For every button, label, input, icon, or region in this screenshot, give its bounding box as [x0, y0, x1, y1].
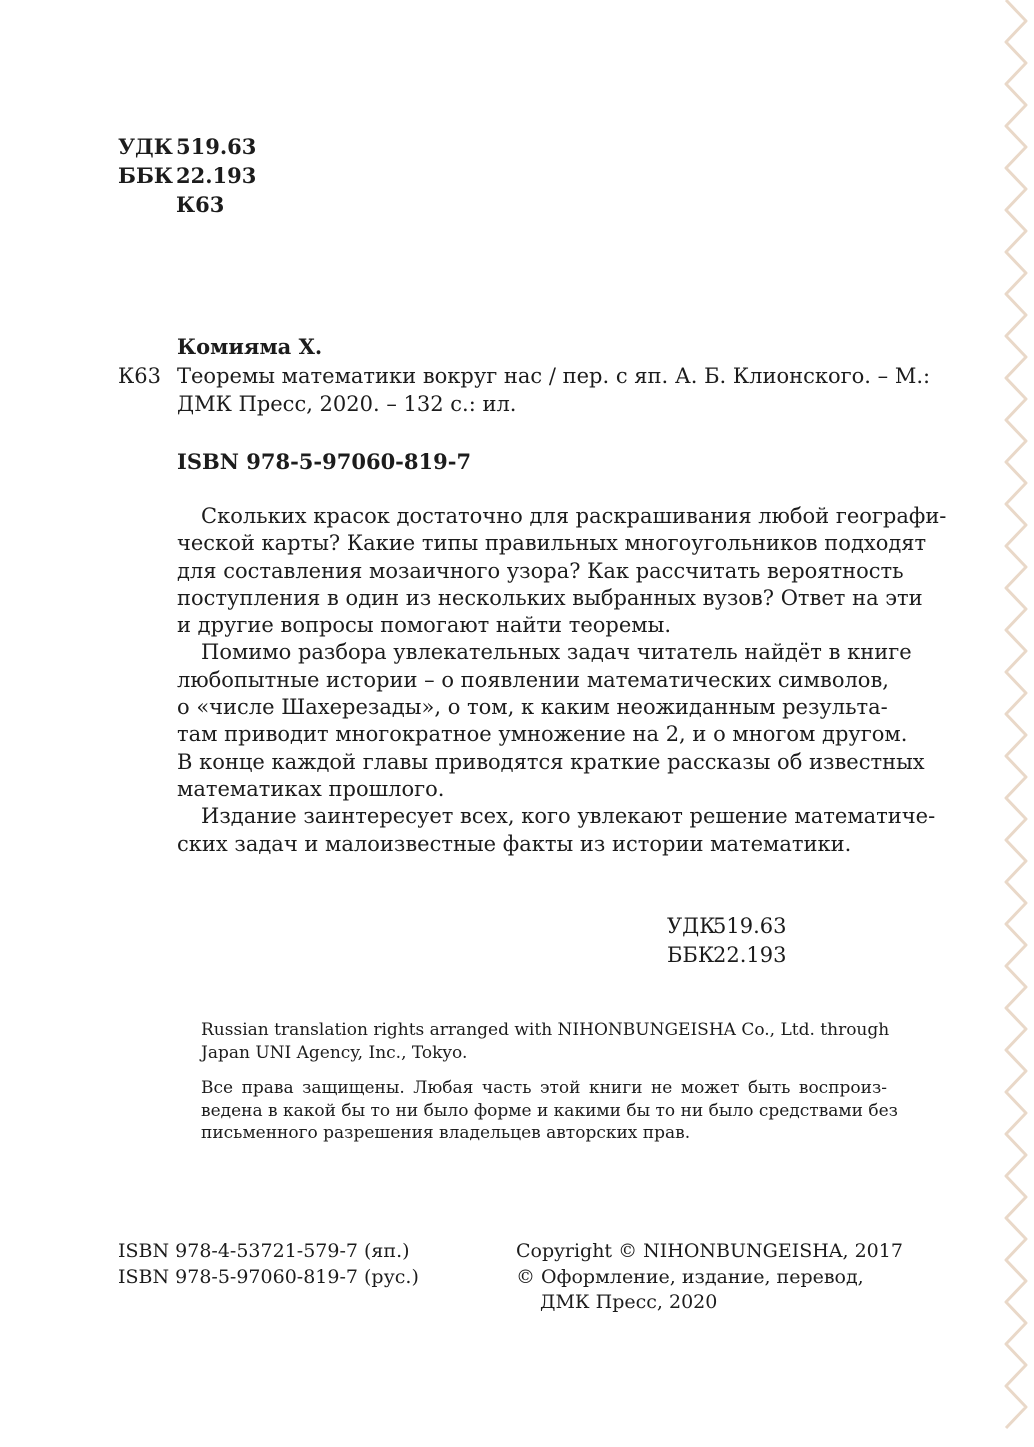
- bbk-row: [118, 161, 256, 190]
- rights-line: письменного разрешения владельцев авторских прав.: [201, 1123, 691, 1143]
- copyright-publisher: ДМК Пресс, 2020: [540, 1291, 718, 1313]
- bottom-bbk-value: 22.193: [713, 943, 787, 967]
- author-mark: К63: [176, 192, 225, 217]
- bottom-udk-value: 519.63: [713, 914, 787, 938]
- biblio-line: Теоремы математики вокруг нас / пер. с яп. А. Б. Клионского. – М.:: [177, 364, 931, 388]
- biblio-line: ДМК Пресс, 2020. – 132 с.: ил.: [177, 392, 517, 416]
- zigzag-border-ornament: [988, 0, 1034, 1447]
- isbn-japanese: ISBN 978-4-53721-579-7 (яп.): [118, 1240, 410, 1262]
- copyright-block: [516, 1239, 903, 1316]
- bottom-classification: [667, 912, 786, 970]
- rights-reserved: [201, 1077, 898, 1145]
- udk-row: [118, 132, 256, 161]
- author-mark-row: [118, 190, 256, 219]
- isbn-list: [118, 1239, 419, 1290]
- copyright-original: Copyright © NIHONBUNGEISHA, 2017: [516, 1240, 903, 1262]
- author-name: Комияма Х.: [177, 334, 323, 359]
- copyright-design: © Оформление, издание, перевод,: [516, 1265, 864, 1288]
- abstract-line: там приводит многократное умножение на 2, и о многом другом.: [177, 722, 908, 747]
- rights-line: Все права защищены. Любая часть этой книги не может быть воспроиз-: [201, 1078, 887, 1098]
- main-isbn: ISBN 978-5-97060-819-7: [177, 449, 472, 474]
- abstract-line: и другие вопросы помогают найти теоремы.: [177, 613, 672, 638]
- author-code: К63: [118, 364, 161, 388]
- udk-value: 519.63: [176, 134, 257, 159]
- abstract-line: любопытные истории – о появлении математических символов,: [177, 667, 889, 692]
- abstract-line: Издание заинтересует всех, кого увлекают решение математиче-: [201, 804, 936, 829]
- bottom-udk-label: УДК: [667, 914, 716, 938]
- bibliographic-description: [177, 362, 931, 418]
- isbn-russian: ISBN 978-5-97060-819-7 (рус.): [118, 1265, 419, 1288]
- abstract: [177, 503, 947, 858]
- abstract-line: ских задач и малоизвестные факты из истории математики.: [177, 831, 852, 856]
- abstract-line: В конце каждой главы приводятся краткие рассказы об известных: [177, 749, 925, 774]
- rights-line: Russian translation rights arranged with NIHONBUNGEISHA Co., Ltd. through: [201, 1020, 890, 1040]
- bottom-bbk-row: [667, 941, 786, 970]
- abstract-line: Скольких красок достаточно для раскрашивания любой географи-: [201, 504, 947, 528]
- abstract-line: о «числе Шахерезады», о том, к каким неожиданным результа-: [177, 695, 888, 720]
- abstract-line: ческой карты? Какие типы правильных многоугольников подходят: [177, 531, 927, 556]
- rights-line: ведена в какой бы то ни было форме и какими бы то ни было средствами без: [201, 1100, 898, 1121]
- bottom-bbk-label: ББК: [667, 943, 715, 967]
- bbk-value: 22.193: [176, 163, 257, 188]
- classification-block: [118, 132, 256, 219]
- abstract-line: математиках прошлого.: [177, 776, 445, 801]
- abstract-line: Помимо разбора увлекательных задач читатель найдёт в книге: [201, 640, 912, 665]
- abstract-line: поступления в один из нескольких выбранных вузов? Ответ на эти: [177, 585, 923, 610]
- udk-label: УДК: [118, 134, 173, 159]
- translation-rights: [201, 1019, 890, 1064]
- rights-line: Japan UNI Agency, Inc., Tokyo.: [201, 1042, 468, 1063]
- abstract-line: для составления мозаичного узора? Как рассчитать вероятность: [177, 558, 904, 583]
- bottom-udk-row: [667, 912, 786, 941]
- bbk-label: ББК: [118, 163, 173, 188]
